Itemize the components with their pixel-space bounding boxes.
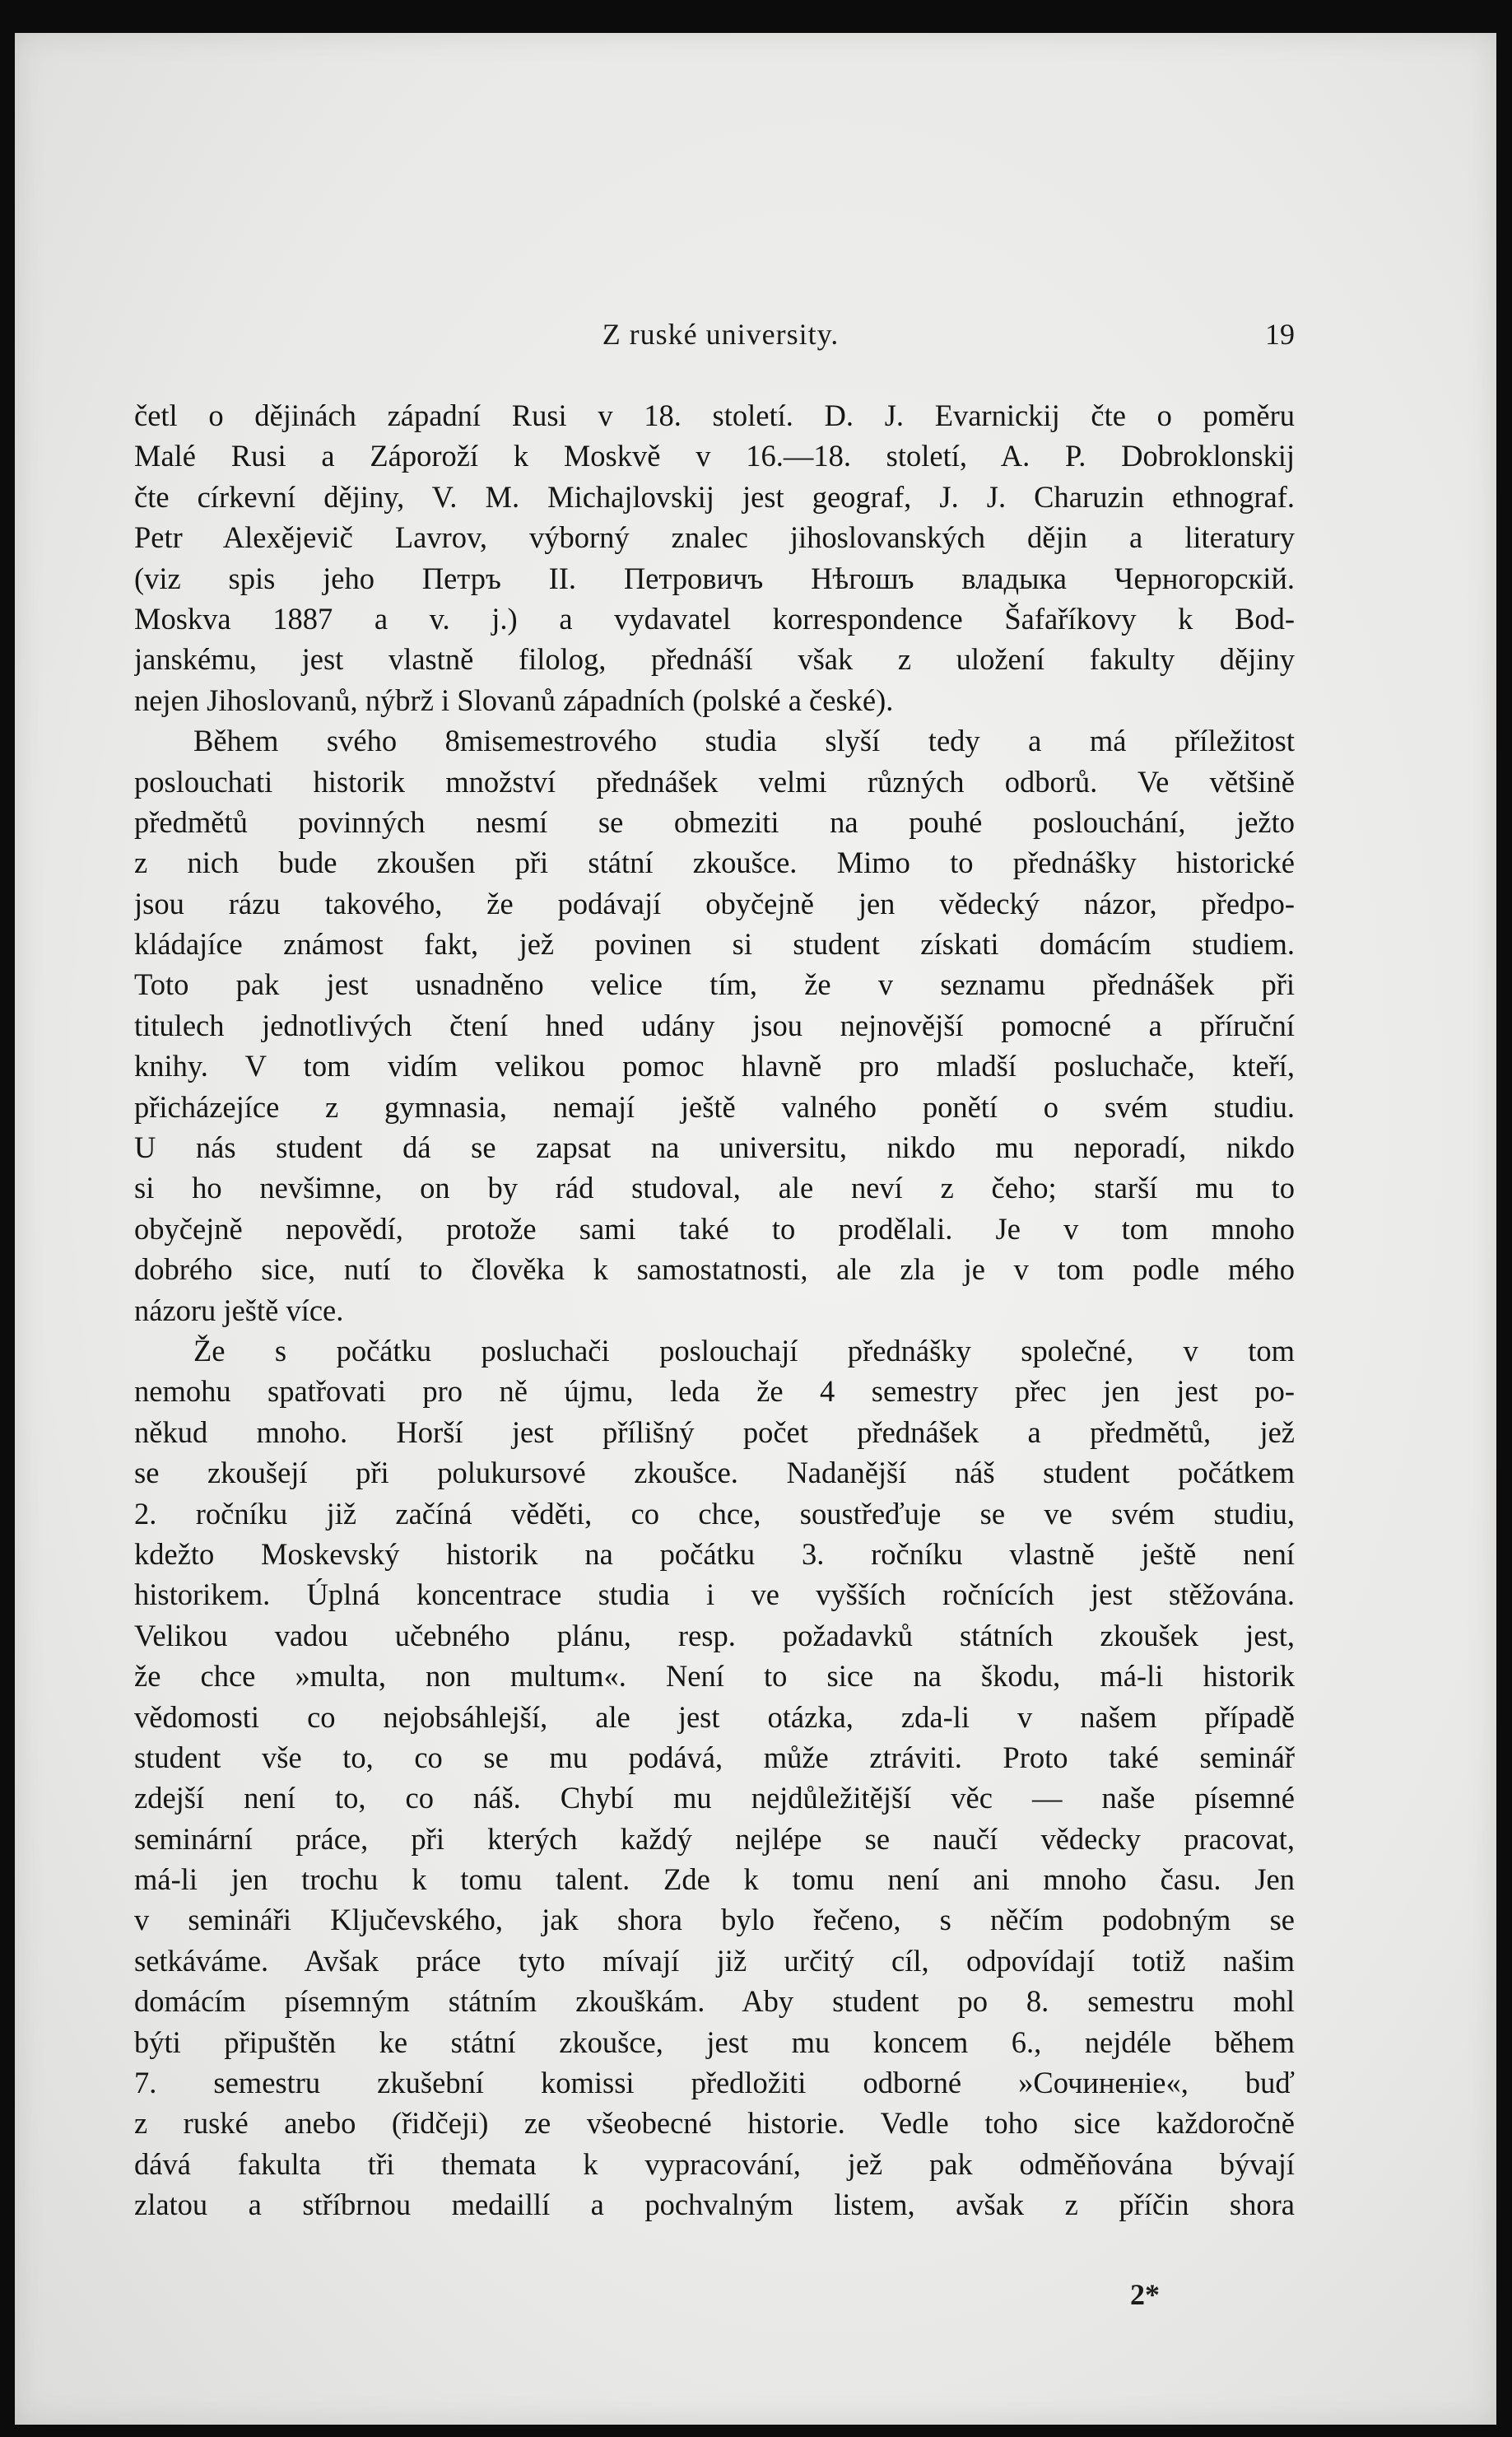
text-line: býti připuštěn ke státní zkoušce, jest mu koncem 6., nejdéle během bbox=[134, 2025, 1295, 2059]
text-line: Velikou vadou učebného plánu, resp. požadavků státních zkoušek jest, bbox=[134, 1618, 1295, 1652]
text-line: Během svého 8misemestrového studia slyší tedy a má příležitost bbox=[193, 724, 1295, 758]
text-line: že chce »multa, non multum«. Není to sice na škodu, má-li historik bbox=[134, 1659, 1295, 1694]
text-line: setkáváme. Avšak práce tyto mívají již určitý cíl, odpovídají totiž našim bbox=[134, 1943, 1295, 1978]
text-line: někud mnoho. Horší jest přílišný počet přednášek a předmětů, jež bbox=[134, 1414, 1295, 1449]
text-line: student vše to, co se mu podává, může ztráviti. Proto také seminář bbox=[134, 1740, 1295, 1774]
text-line: dává fakulta tři themata k vypracování, jež pak odměňována bývají bbox=[134, 2146, 1295, 2181]
text-line: dobrého sice, nutí to člověka k samostatnosti, ale zla je v tom podle mého bbox=[134, 1252, 1295, 1287]
text-line: Toto pak jest usnadněno velice tím, že v seznamu přednášek při bbox=[134, 967, 1295, 1002]
text-line: poslouchati historik množství přednášek velmi různých odborů. Ve většině bbox=[134, 764, 1295, 799]
text-line: zlatou a stříbrnou medaillí a pochvalným listem, avšak z příčin shora bbox=[134, 2188, 1295, 2222]
text-line: z nich bude zkoušen při státní zkoušce. Mimo to přednášky historické bbox=[134, 846, 1295, 880]
text-line: (viz spis jeho Петръ II. Петровичъ Нѣгошъ владыка Черногорскій. bbox=[134, 561, 1295, 595]
text-line: 2. ročníku již začíná věděti, co chce, soustřeďuje se ve svém studiu, bbox=[134, 1496, 1295, 1531]
text-line: přicházejíce z gymnasia, nemají ještě valného ponětí o svém studiu. bbox=[134, 1089, 1295, 1124]
page-number: 19 bbox=[1265, 318, 1295, 351]
text-line: předmětů povinných nesmí se obmeziti na pouhé poslouchání, ježto bbox=[134, 804, 1295, 839]
text-line: domácím písemným státním zkouškám. Aby student po 8. semestru mohl bbox=[134, 1984, 1295, 2019]
text-line: obyčejně nepovědí, protože sami také to prodělali. Je v tom mnoho bbox=[134, 1211, 1295, 1246]
text-line: nemohu spatřovati pro ně újmu, leda že 4 semestry přec jen jest po- bbox=[134, 1374, 1295, 1409]
text-line: zdejší není to, co náš. Chybí mu nejdůležitější věc — naše písemné bbox=[134, 1781, 1295, 1815]
book-page bbox=[15, 33, 1496, 2425]
signature-mark: 2* bbox=[1130, 2278, 1160, 2311]
text-line: U nás student dá se zapsat na universitu, nikdo mu neporadí, nikdo bbox=[134, 1130, 1295, 1165]
text-line: seminární práce, při kterých každý nejlépe se naučí vědecky pracovat, bbox=[134, 1821, 1295, 1856]
text-line: má-li jen trochu k tomu talent. Zde k tomu není ani mnoho času. Jen bbox=[134, 1862, 1295, 1897]
text-line: Petr Alexějevič Lavrov, výborný znalec jihoslovanských dějin a literatury bbox=[134, 520, 1295, 555]
text-line: knihy. V tom vidím velikou pomoc hlavně pro mladší posluchače, kteří, bbox=[134, 1049, 1295, 1083]
text-line: kládajíce známost fakt, jež povinen si student získati domácím studiem. bbox=[134, 927, 1295, 962]
text-line: v semináři Ključevského, jak shora bylo řečeno, s něčím podobným se bbox=[134, 1903, 1295, 1937]
text-line: janskému, jest vlastně filolog, přednáší však z uložení fakulty dějiny bbox=[134, 642, 1295, 677]
text-line: Malé Rusi a Záporoží k Moskvě v 16.—18. století, A. P. Dobroklonskij bbox=[134, 439, 1295, 473]
text-line: kdežto Moskevský historik na počátku 3. ročníku vlastně ještě není bbox=[134, 1536, 1295, 1571]
text-line: čte církevní dějiny, V. M. Michajlovskij jest geograf, J. J. Charuzin ethnograf. bbox=[134, 479, 1295, 514]
text-line: se zkoušejí při polukursové zkoušce. Nadanější náš student počátkem bbox=[134, 1456, 1295, 1490]
text-line: si ho nevšimne, on by rád studoval, ale neví z čeho; starší mu to bbox=[134, 1171, 1295, 1205]
text-line: historikem. Úplná koncentrace studia i ve vyšších ročnících jest stěžována. bbox=[134, 1577, 1295, 1612]
text-line: nejen Jihoslovanů, nýbrž i Slovanů západních (polské a české). bbox=[134, 683, 894, 717]
text-line: z ruské anebo (řidčeji) ze všeobecné historie. Vedle toho sice každoročně bbox=[134, 2106, 1295, 2141]
text-line: Že s počátku posluchači poslouchají přednášky společné, v tom bbox=[193, 1333, 1295, 1368]
running-title: Z ruské university. bbox=[602, 318, 840, 351]
text-line: vědomosti co nejobsáhlejší, ale jest otázka, zda-li v našem případě bbox=[134, 1699, 1295, 1734]
body-text bbox=[134, 395, 1295, 2225]
text-line: četl o dějinách západní Rusi v 18. století. D. J. Evarnickij čte o poměru bbox=[134, 398, 1295, 432]
text-line: Moskva 1887 a v. j.) a vydavatel korrespondence Šafaříkovy k Bod- bbox=[134, 601, 1295, 636]
page-header bbox=[147, 317, 1295, 358]
text-line: titulech jednotlivých čtení hned udány jsou nejnovější pomocné a příruční bbox=[134, 1008, 1295, 1042]
text-line: názoru ještě více. bbox=[134, 1293, 344, 1327]
text-line: 7. semestru zkušební komissi předložiti odborné »Сочиненіе«, buď bbox=[134, 2066, 1295, 2100]
text-line: jsou rázu takového, že podávají obyčejně jen vědecký názor, předpo- bbox=[134, 886, 1295, 920]
